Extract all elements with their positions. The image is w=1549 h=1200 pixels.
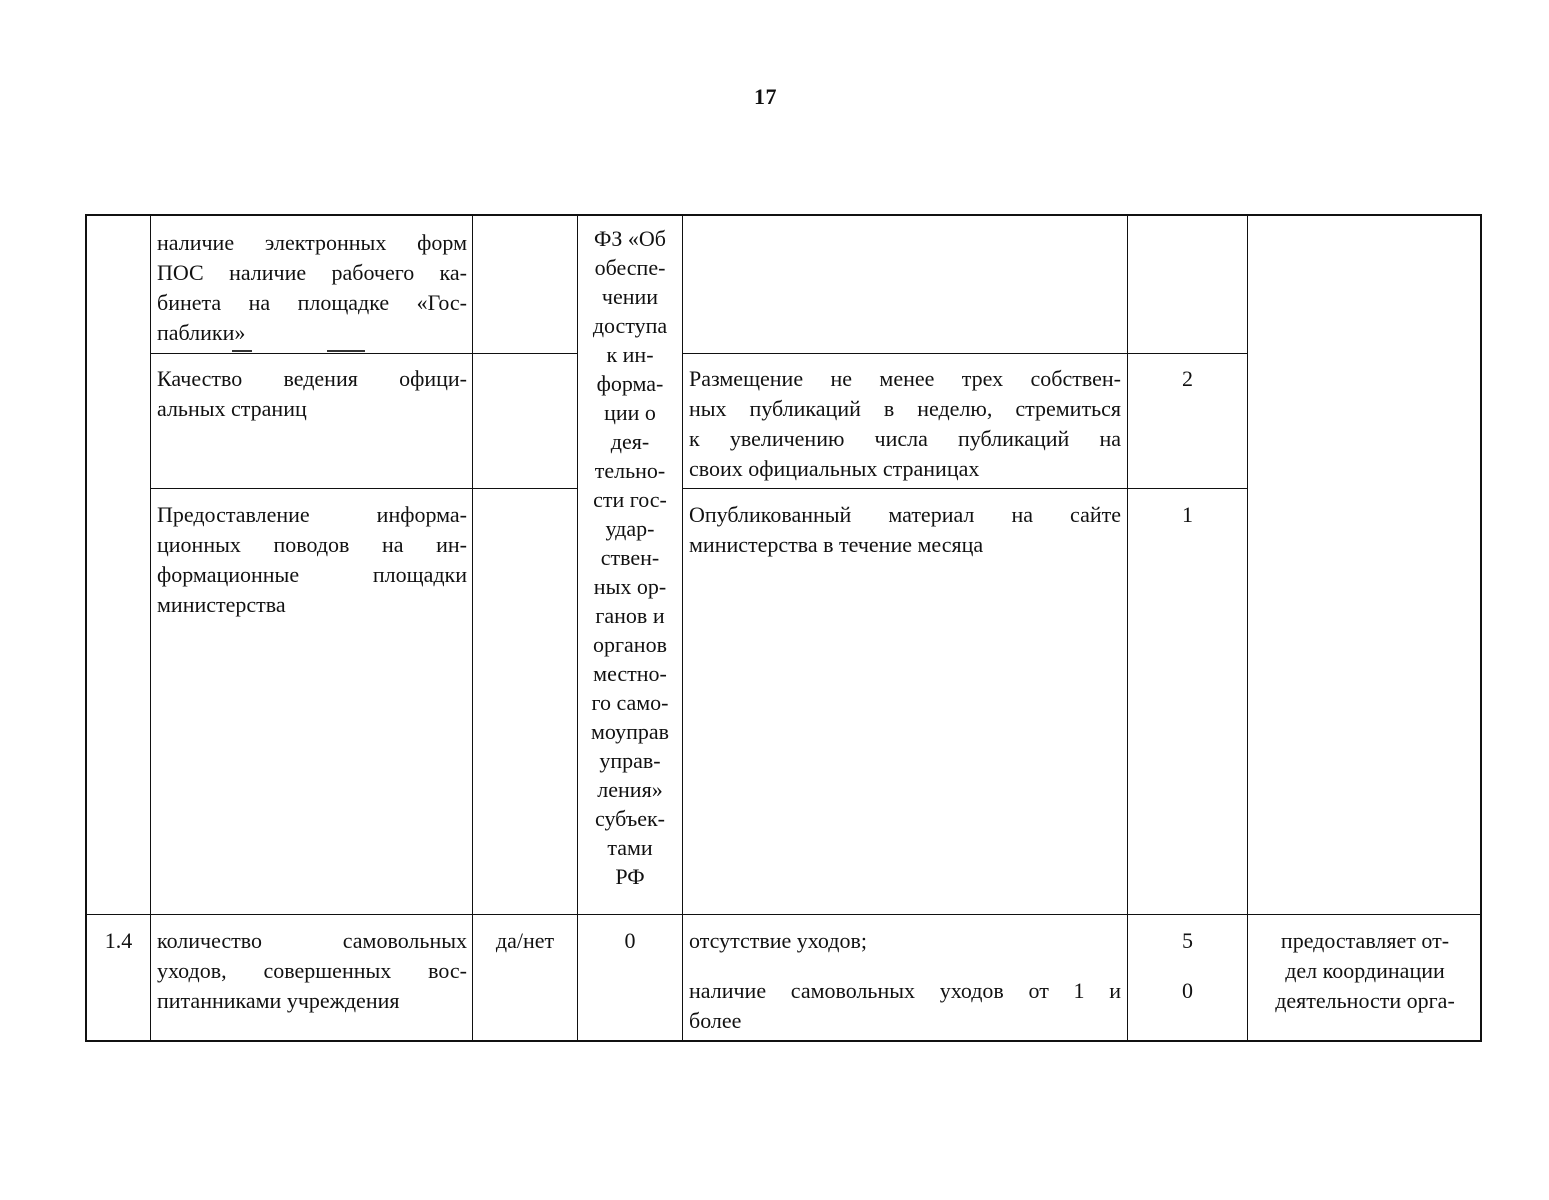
row4-condition-2 xyxy=(689,976,1121,1036)
row4-base-value: 0 xyxy=(624,928,636,953)
text-line: удар- xyxy=(605,516,655,541)
law-reference xyxy=(578,224,682,891)
text-line: управ- xyxy=(599,748,661,773)
text-line: министерства xyxy=(157,592,286,617)
row-divider-2a xyxy=(150,488,578,489)
dash-mark xyxy=(327,350,365,352)
text-line: министерства в течение месяца xyxy=(689,532,984,557)
row-divider-3 xyxy=(87,914,1482,915)
row4-criterion xyxy=(157,926,467,1016)
text-line: Размещение не менее трех собствен- xyxy=(689,366,1121,391)
text-line: форма- xyxy=(596,371,664,396)
row4-condition-1: отсутствие уходов; xyxy=(689,928,867,953)
text-line: Качество ведения офици- xyxy=(157,366,467,391)
text-line: чении xyxy=(601,284,659,309)
row-divider-2b xyxy=(682,488,1248,489)
text-line: к ин- xyxy=(606,342,654,367)
text-line: ных публикаций в неделю, стремиться xyxy=(689,396,1121,421)
col-divider-1 xyxy=(150,216,151,1042)
text-line: Предоставление информа- xyxy=(157,502,467,527)
row-divider-1b xyxy=(682,353,1248,354)
text-line: местно- xyxy=(593,661,667,686)
text-line: обеспе- xyxy=(594,255,666,280)
row4-number: 1.4 xyxy=(104,928,133,953)
row4-points-1: 5 xyxy=(1182,928,1193,953)
row2-condition xyxy=(689,364,1121,484)
text-line: ления» xyxy=(597,777,663,802)
text-line: паблики» xyxy=(157,320,246,345)
text-line: ции о xyxy=(604,400,656,425)
text-line: ных ор- xyxy=(593,574,667,599)
text-line: своих официальных страницах xyxy=(689,456,980,481)
row-divider-1a xyxy=(150,353,578,354)
text-line: дея- xyxy=(610,429,650,454)
text-line: сти гос- xyxy=(593,487,667,512)
text-line: ганов и xyxy=(595,603,665,628)
page-number: 17 xyxy=(754,84,777,109)
text-line: ФЗ «Об xyxy=(594,226,666,251)
col-divider-2 xyxy=(472,216,473,1042)
row4-unit: да/нет xyxy=(495,928,555,953)
text-line: количество самовольных xyxy=(157,928,467,953)
text-line: питанниками учреждения xyxy=(157,988,400,1013)
text-line: доступа xyxy=(592,313,668,338)
col-divider-5 xyxy=(1127,216,1128,1042)
text-line: к увеличению числа публикаций на xyxy=(689,426,1121,451)
text-line: субъек- xyxy=(595,806,665,831)
col-divider-6 xyxy=(1247,216,1248,1042)
text-line: тами xyxy=(607,835,653,860)
row4-source xyxy=(1248,926,1482,1016)
text-line: наличие самовольных уходов от 1 и xyxy=(689,978,1121,1003)
text-line: дел координации xyxy=(1285,958,1445,983)
text-line: формационные площадки xyxy=(157,562,467,587)
text-line: бинета на площадке «Гос- xyxy=(157,290,467,315)
text-line: ПОС наличие рабочего ка- xyxy=(157,260,467,285)
text-line: тельно- xyxy=(594,458,666,483)
text-line: деятельности орга- xyxy=(1275,988,1455,1013)
row3-points: 1 xyxy=(1182,502,1193,527)
text-line: РФ xyxy=(615,864,645,889)
text-line: уходов, совершенных вос- xyxy=(157,958,467,983)
row3-condition xyxy=(689,500,1121,560)
text-line: Опубликованный материал на сайте xyxy=(689,502,1121,527)
col-divider-4 xyxy=(682,216,683,1042)
text-line: ствен- xyxy=(600,545,660,570)
text-line: более xyxy=(689,1008,742,1033)
text-line: органов xyxy=(593,632,667,657)
text-line: альных страниц xyxy=(157,396,307,421)
row2-points: 2 xyxy=(1182,366,1193,391)
text-line: ционных поводов на ин- xyxy=(157,532,467,557)
row1-criterion xyxy=(157,228,467,348)
text-line: го само- xyxy=(591,690,669,715)
text-line: моуправ xyxy=(590,719,669,744)
text-line: предоставляет от- xyxy=(1280,928,1450,953)
criteria-table xyxy=(85,214,1482,1042)
dash-mark xyxy=(232,350,252,352)
row3-criterion xyxy=(157,500,467,620)
row4-points-2: 0 xyxy=(1182,978,1193,1003)
row2-criterion xyxy=(157,364,467,424)
text-line: наличие электронных форм xyxy=(157,230,467,255)
